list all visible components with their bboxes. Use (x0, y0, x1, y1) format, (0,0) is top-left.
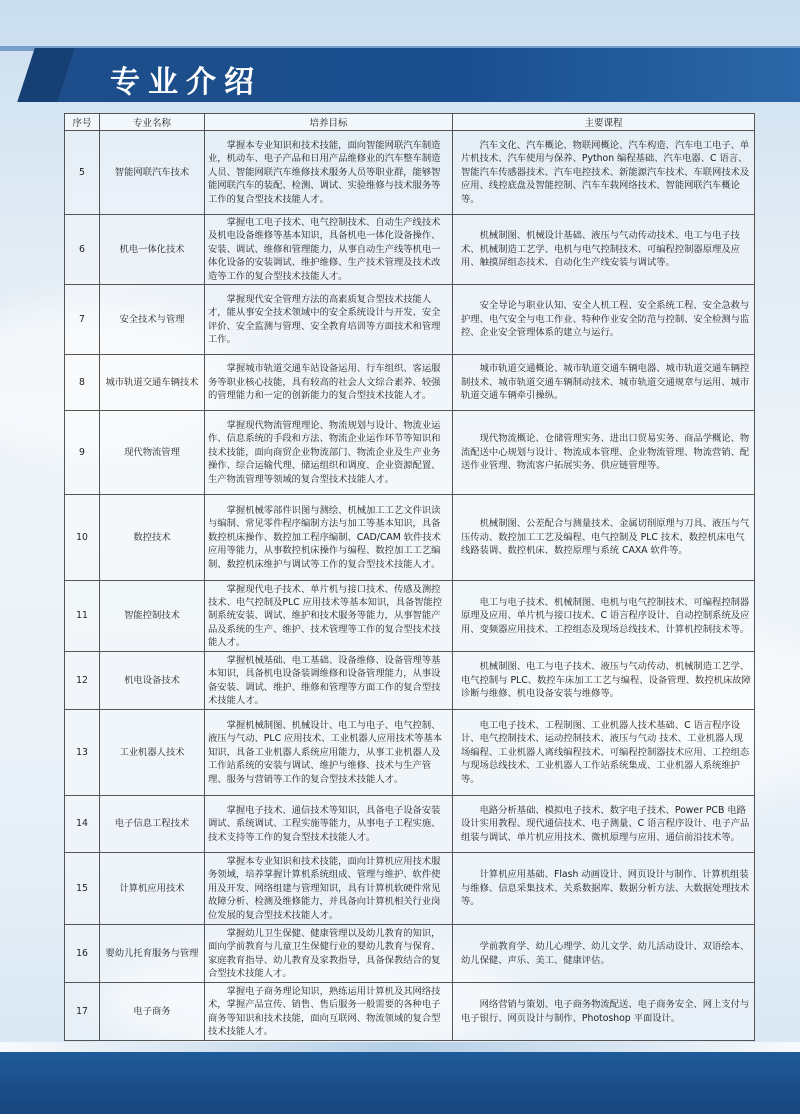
row-major-name: 电子信息工程技术 (100, 796, 205, 853)
row-num: 6 (65, 215, 100, 285)
row-major-name: 电子商务 (100, 983, 205, 1041)
row-course: 机械制图、公差配合与测量技术、金属切削原理与刀具、液压与气压传动、数控加工工艺及编程、电气控制及 PLC 技术、数控机床电气线路装调、数控机床、数控原理与系统 CAXA 软件等。 (453, 495, 755, 581)
row-num: 11 (65, 581, 100, 652)
table-row (65, 652, 755, 710)
table-row (65, 215, 755, 285)
header-goal: 培养目标 (205, 114, 453, 131)
row-num: 9 (65, 411, 100, 495)
table-header-row (65, 114, 755, 131)
major-table-container (64, 113, 754, 1041)
row-course: 安全导论与职业认知、安全人机工程、安全系统工程、安全急救与护理、电气安全与电工作业、特种作业安全防范与控制、安全检测与监控、企业安全管理体系的建立与运行。 (453, 285, 755, 355)
row-major-name: 机电设备技术 (100, 652, 205, 710)
table-row (65, 285, 755, 355)
row-course: 汽车文化、汽车概论、物联网概论、汽车构造、汽车电工电子、单片机技术、汽车使用与保养、Python 编程基础、汽车电器、C 语言、智能汽车传感器技术、汽车电控技术、新能源汽车技术、车联网技术及应用、线控底盘及智能控制、汽车车载网络技术、智能网联汽车概论等。 (453, 131, 755, 215)
table-row (65, 983, 755, 1041)
row-course: 机械制图、机械设计基础、液压与气动传动技术、电工与电子技术、机械制造工艺学、电机与电气控制技术、可编程控制器原理及应用、触摸屏组态技术、自动化生产线安装与调试等。 (453, 215, 755, 285)
table-row (65, 355, 755, 411)
row-major-name: 城市轨道交通车辆技术 (100, 355, 205, 411)
row-course: 网络营销与策划、电子商务物流配送、电子商务安全、网上支付与电子银行、网页设计与制作、Photoshop 平面设计。 (453, 983, 755, 1041)
row-num: 5 (65, 131, 100, 215)
header-course: 主要课程 (453, 114, 755, 131)
row-num: 16 (65, 925, 100, 983)
major-table (64, 113, 755, 1041)
row-num: 12 (65, 652, 100, 710)
row-goal: 掌握幼儿卫生保健、健康管理以及幼儿教育的知识，面向学前教育与儿童卫生保健行业的婴幼儿教育与保育、家庭教育指导、幼儿教育及家教指导，具备保教结合的复合型技术技能人才。 (205, 925, 453, 983)
row-goal: 掌握电工电子技术、电气控制技术、自动生产线技术及机电设备维修等基本知识，具备机电一体化设备操作、安装、调试、维修和管理能力，从事自动生产线等机电一体化设备的安装调试、维护维修、生产技术管理及技术改造等工作的复合型技术技能人才。 (205, 215, 453, 285)
row-goal: 掌握电子商务理论知识，熟练运用计算机及其网络技术，掌握产品宣传、销售、售后服务一般需要的各种电子商务等知识和技术技能，面向互联网、物流领域的复合型技术技能人才。 (205, 983, 453, 1041)
footer-band (0, 1042, 800, 1052)
header-name: 专业名称 (100, 114, 205, 131)
row-num: 7 (65, 285, 100, 355)
row-goal: 掌握机械基础、电工基础、设备维修、设备管理等基本知识，具备机电设备装调维修和设备管理能力，从事设备安装、调试、维护、维修和管理等方面工作的复合型技术技能人才。 (205, 652, 453, 710)
row-course: 城市轨道交通概论、城市轨道交通车辆电器、城市轨道交通车辆控制技术、城市轨道交通车辆制动技术、城市轨道交通规章与运用、城市轨道交通车辆牵引操纵。 (453, 355, 755, 411)
row-course: 现代物流概论、仓储管理实务、进出口贸易实务、商品学概论、物流配送中心规划与设计、物流成本管理、企业物流管理、物流营销、配送作业管理、物流客户拓展实务、供应链管理等。 (453, 411, 755, 495)
footer-bar (0, 1052, 800, 1114)
row-major-name: 智能网联汽车技术 (100, 131, 205, 215)
row-course: 电路分析基础、模拟电子技术、数字电子技术、Power PCB 电路设计实用教程、现代通信技术、电子测量、C 语言程序设计、电子产品组装与调试、单片机应用技术、微机原理与应用、通信前沿技术等。 (453, 796, 755, 853)
row-goal: 掌握本专业知识和技术技能，面向智能网联汽车制造业，机动车、电子产品和日用产品维修业的汽车整车制造人员、智能网联汽车维修技术服务人员等职业群，能够智能网联汽车的装配、检测、调试、实验维修与技术服务等工作的复合型技术技能人才。 (205, 131, 453, 215)
row-major-name: 婴幼儿托育服务与管理 (100, 925, 205, 983)
row-num: 17 (65, 983, 100, 1041)
row-goal: 掌握本专业知识和技术技能，面向计算机应用技术服务领域，培养掌握计算机系统组成、管理与维护、软件使用及开发、网络组建与管理知识，具有计算机软硬件常见故障分析、检测及维修能力，并具备向计算机相关行业岗位发展的复合型技术技能人才。 (205, 853, 453, 925)
table-row (65, 495, 755, 581)
table-row (65, 925, 755, 983)
table-row (65, 131, 755, 215)
row-major-name: 机电一体化技术 (100, 215, 205, 285)
row-goal: 掌握现代物流管理理论、物流规划与设计、物流业运作、信息系统的手段和方法、物流企业运作环节等知识和技术技能，面向商贸企业物流部门、物流企业及生产业务操作、综合运输代理、储运组织和调度、企业资源配置、生产物流管理等领域的复合型技术技能人才。 (205, 411, 453, 495)
row-goal: 掌握机械零部件识图与测绘、机械加工工艺文件识读与编制、常见零件程序编制方法与加工等基本知识，具备数控机床操作、数控加工程序编制、CAD/CAM 软件技术应用等能力，从事数控机床操作与编程、数控加工工艺编制、数控机床维护与调试等工作的复合型技术技能人才。 (205, 495, 453, 581)
row-goal: 掌握现代安全管理方法的高素质复合型技术技能人才，能从事安全技术领域中的安全系统设计与开发、安全评价、安全监测与管理、安全教育培训等方面技术和管理工作。 (205, 285, 453, 355)
header-num: 序号 (65, 114, 100, 131)
row-num: 15 (65, 853, 100, 925)
row-num: 8 (65, 355, 100, 411)
row-major-name: 智能控制技术 (100, 581, 205, 652)
row-major-name: 数控技术 (100, 495, 205, 581)
table-row (65, 710, 755, 796)
row-goal: 掌握电子技术、通信技术等知识，具备电子设备安装调试、系统调试、工程实施等能力，从事电子工程实施、技术支持等工作的复合型技术技能人才。 (205, 796, 453, 853)
page-title: 专业介绍 (110, 65, 262, 100)
table-row (65, 853, 755, 925)
row-num: 14 (65, 796, 100, 853)
row-major-name: 工业机器人技术 (100, 710, 205, 796)
row-major-name: 安全技术与管理 (100, 285, 205, 355)
row-course: 计算机应用基础、Flash 动画设计、网页设计与制作、计算机组装与维修、信息采集技术、关系数据库、数据分析方法、大数据处理技术等。 (453, 853, 755, 925)
row-goal: 掌握机械制图、机械设计、电工与电子、电气控制、液压与气动、PLC 应用技术、工业机器人应用技术等基本知识，具备工业机器人系统应用能力，从事工业机器人及工作站系统的安装与调试、维护与维修、技术与生产管理、服务与营销等工作的复合型技术技能人才。 (205, 710, 453, 796)
row-major-name: 现代物流管理 (100, 411, 205, 495)
row-num: 10 (65, 495, 100, 581)
table-row (65, 796, 755, 853)
row-major-name: 计算机应用技术 (100, 853, 205, 925)
table-row (65, 581, 755, 652)
row-goal: 掌握城市轨道交通车站设备运用、行车组织、客运服务等职业核心技能，具有较高的社会人文综合素养、较强的管理能力和一定的创新能力的复合型技术技能人才。 (205, 355, 453, 411)
row-goal: 掌握现代电子技术、单片机与接口技术、传感及测控技术、电气控制及PLC 应用技术等基本知识，具备智能控制系统安装、调试、维护和技术服务等能力，从事智能产品及系统的生产、维护、技术管理等工作的复合型技术技能人才。 (205, 581, 453, 652)
row-course: 电工电子技术、工程制图、工业机器人技术基础、C 语言程序设计、电气控制技术、运动控制技术、液压与气动 技术、工业机器人现场编程、工业机器人离线编程技术、可编程控制器技术应用、工控组态与现场总线技术、工业机器人工作站系统集成、工业机器人系统维护等。 (453, 710, 755, 796)
row-num: 13 (65, 710, 100, 796)
table-row (65, 411, 755, 495)
row-course: 机械制图、电工与电子技术、液压与气动传动、机械制造工艺学、电气控制与 PLC、数控车床加工工艺与编程、设备管理、数控机床故障诊断与维修、机电设备安装与维修等。 (453, 652, 755, 710)
row-course: 学前教育学、幼儿心理学、幼儿文学、幼儿活动设计、双语绘本、幼儿保健、声乐、美工、健康评估。 (453, 925, 755, 983)
row-course: 电工与电子技术、机械制图、电机与电气控制技术、可编程控制器原理及应用、单片机与接口技术、C 语言程序设计、自动控制系统及应用、变频器应用技术、工控组态及现场总线技术、计算机控制技术等。 (453, 581, 755, 652)
